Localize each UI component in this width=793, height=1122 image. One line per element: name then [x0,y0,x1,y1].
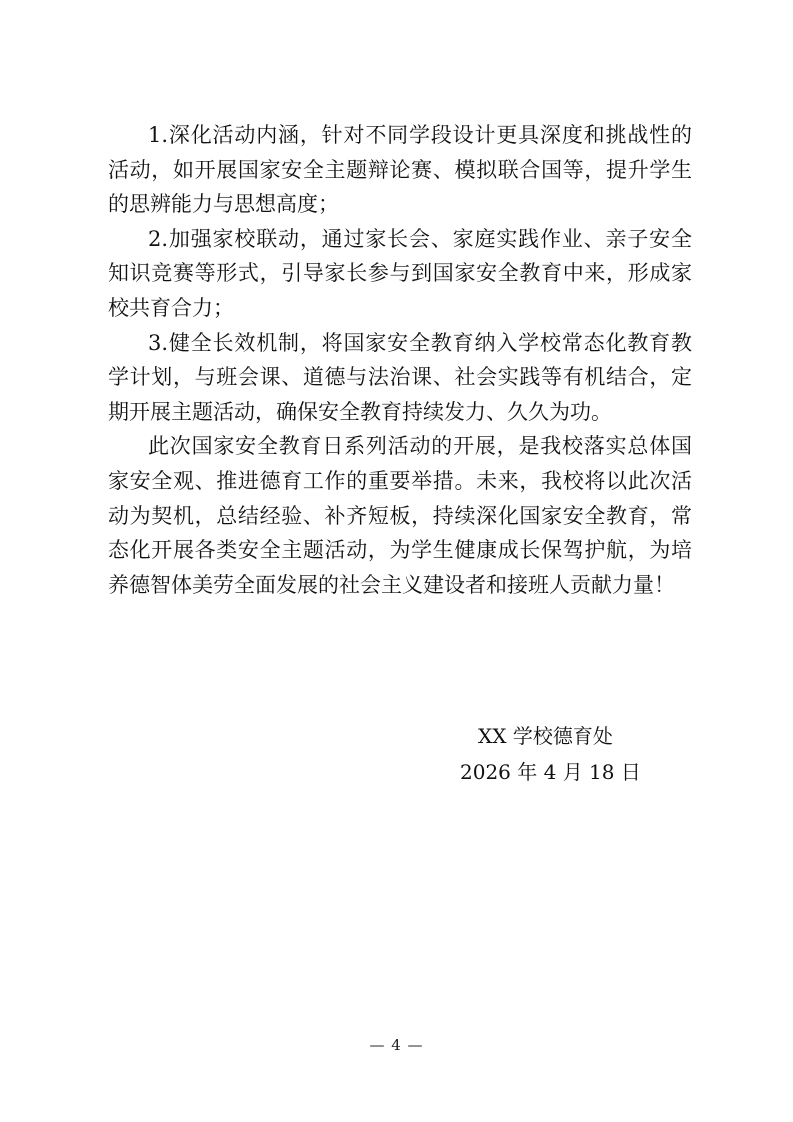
paragraph-line: 3.健全长效机制，将国家安全教育纳入学校常态化教育教 [148,330,692,355]
paragraph-line: 此次国家安全教育日系列活动的开展，是我校落实总体国 [148,434,692,459]
paragraph-line: 知识竞赛等形式，引导家长参与到国家安全教育中来，形成家 [108,261,692,286]
page-number: — 4 — [369,1036,424,1054]
paragraph-line: 动为契机，总结经验、补齐短板，持续深化国家安全教育，常 [108,503,692,528]
paragraph-line: 1.深化活动内涵，针对不同学段设计更具深度和挑战性的 [148,123,692,147]
paragraph-line: 养德智体美劳全面发展的社会主义建设者和接班人贡献力量！ [108,572,675,597]
paragraph-line: 活动，如开展国家安全主题辩论赛、模拟联合国等，提升学生 [108,157,692,182]
paragraph-line: 态化开展各类安全主题活动，为学生健康成长保驾护航，为培 [108,538,692,563]
paragraph-line: 期开展主题活动，确保安全教育持续发力、久久为功。 [108,399,612,424]
paragraph-line: 的思辨能力与思想高度； [108,192,339,217]
signature-organization: XX 学校德育处 [478,724,613,748]
paragraph-line: 2.加强家校联动，通过家长会、家庭实践作业、亲子安全 [148,226,692,251]
paragraph-line: 学计划，与班会课、道德与法治课、社会实践等有机结合，定 [108,365,692,390]
signature-date: 2026 年 4 月 18 日 [460,760,641,784]
signature-block [460,718,700,790]
paragraph-line: 家安全观、推进德育工作的重要举措。未来，我校将以此次活 [108,468,692,493]
paragraph-line: 校共育合力； [108,295,234,320]
document-body [108,118,692,602]
